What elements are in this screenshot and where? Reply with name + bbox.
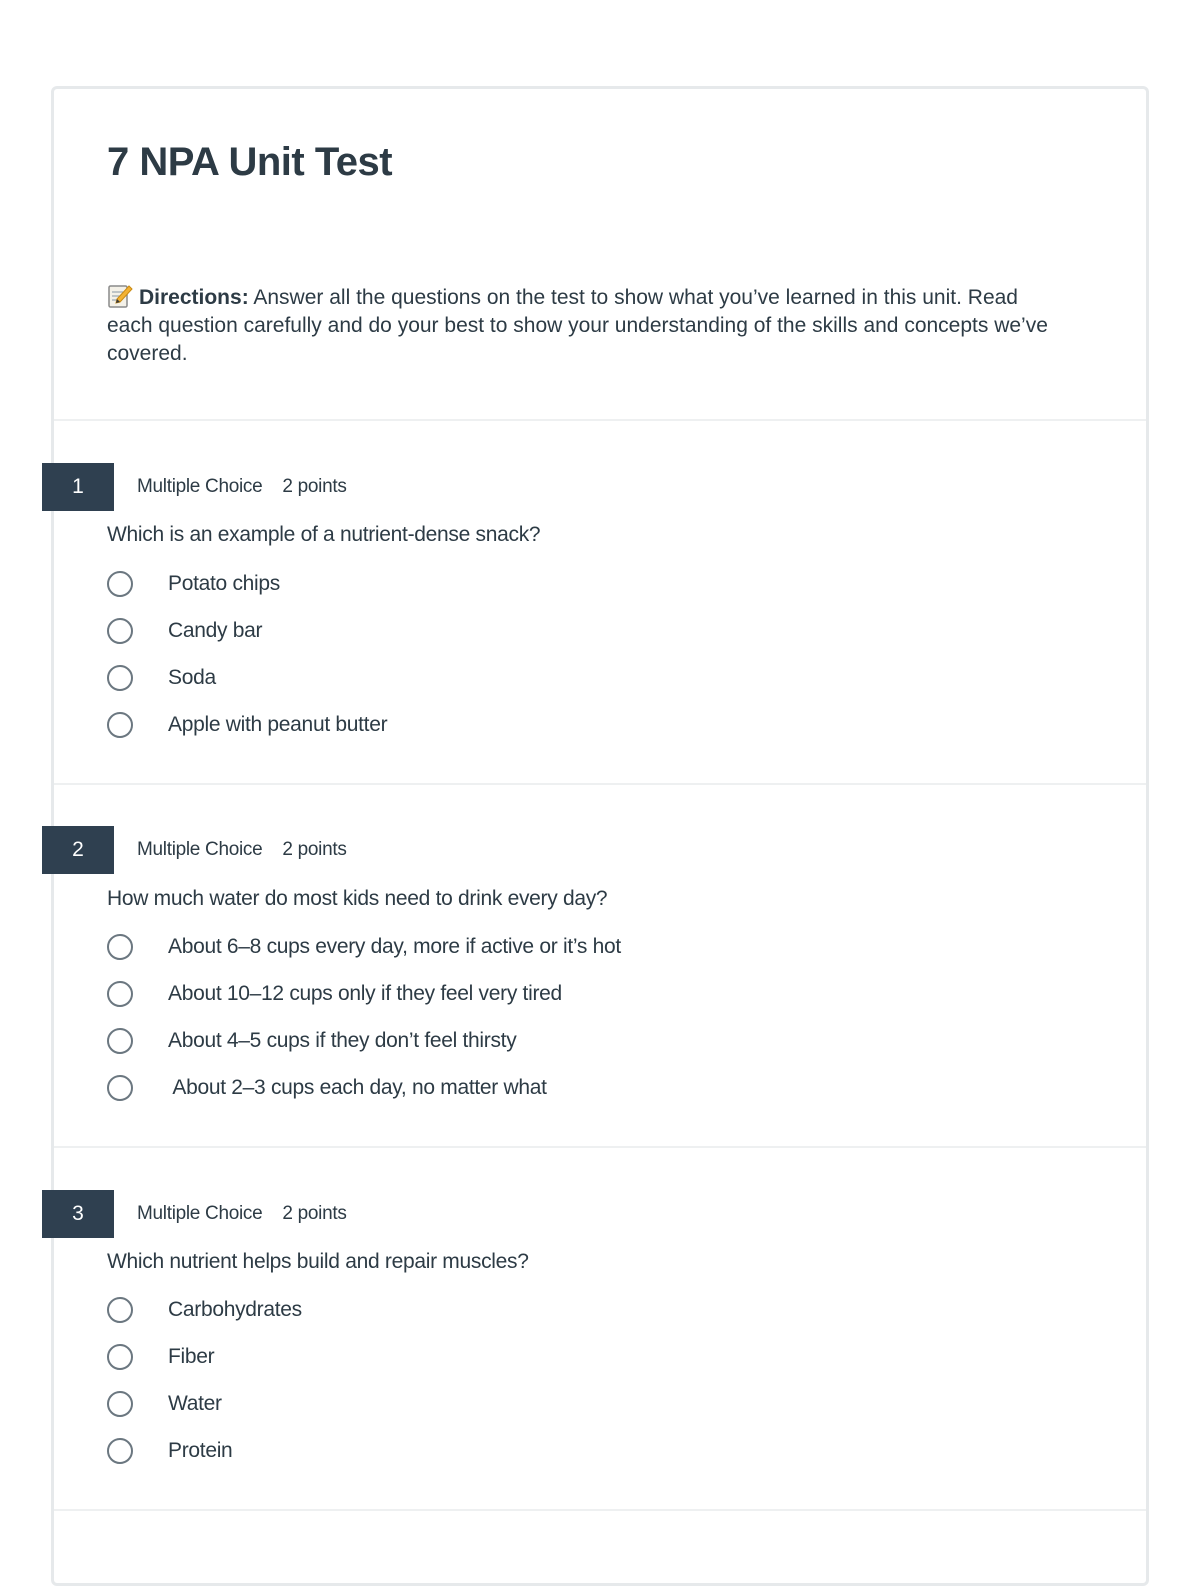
option-label: Potato chips: [168, 572, 280, 595]
option-label: Water: [168, 1392, 222, 1415]
answer-option[interactable]: [107, 568, 280, 600]
answer-option[interactable]: [107, 662, 216, 694]
question-number-badge: 2: [42, 826, 114, 874]
radio-button[interactable]: [107, 1391, 133, 1417]
answer-option[interactable]: [107, 1294, 302, 1326]
option-label: About 6–8 cups every day, more if active or it’s hot: [168, 935, 621, 958]
question-points: 2 points: [282, 476, 347, 497]
section-divider: [54, 1509, 1146, 1511]
page-title: 7 NPA Unit Test: [107, 140, 393, 184]
answer-option[interactable]: [107, 978, 562, 1010]
question-number-badge: 1: [42, 463, 114, 511]
answer-option[interactable]: [107, 1072, 547, 1104]
section-divider: [54, 1146, 1146, 1148]
question-number-badge: 3: [42, 1190, 114, 1238]
question-meta: [137, 476, 347, 498]
answer-option[interactable]: [107, 1435, 232, 1467]
question-type: Multiple Choice: [137, 1203, 263, 1224]
question-prompt: Which is an example of a nutrient-dense snack?: [107, 523, 541, 546]
option-label: Carbohydrates: [168, 1298, 302, 1321]
option-label: Candy bar: [168, 619, 263, 642]
directions-label: Directions:: [139, 286, 249, 309]
radio-button[interactable]: [107, 934, 133, 960]
question-prompt: Which nutrient helps build and repair muscles?: [107, 1250, 529, 1273]
option-label: Protein: [168, 1439, 233, 1462]
question-meta: [137, 1203, 347, 1225]
radio-button[interactable]: [107, 1028, 133, 1054]
answer-option[interactable]: [107, 709, 387, 741]
option-label: About 10–12 cups only if they feel very tired: [168, 982, 562, 1005]
radio-button[interactable]: [107, 1075, 133, 1101]
memo-icon: [107, 284, 133, 308]
question-type: Multiple Choice: [137, 476, 263, 497]
option-label: Fiber: [168, 1345, 215, 1368]
radio-button[interactable]: [107, 1344, 133, 1370]
radio-button[interactable]: [107, 665, 133, 691]
radio-button[interactable]: [107, 712, 133, 738]
radio-button[interactable]: [107, 1438, 133, 1464]
section-divider: [54, 419, 1146, 421]
question-prompt: How much water do most kids need to drink every day?: [107, 887, 608, 910]
answer-option[interactable]: [107, 1025, 516, 1057]
option-label: Apple with peanut butter: [168, 713, 388, 736]
radio-button[interactable]: [107, 1297, 133, 1323]
directions: [107, 284, 1067, 368]
option-label: Soda: [168, 666, 216, 689]
option-label: About 2–3 cups each day, no matter what: [168, 1076, 547, 1099]
answer-option[interactable]: [107, 1341, 214, 1373]
radio-button[interactable]: [107, 571, 133, 597]
radio-button[interactable]: [107, 618, 133, 644]
answer-option[interactable]: [107, 1388, 222, 1420]
option-label: About 4–5 cups if they don’t feel thirsty: [168, 1029, 517, 1052]
answer-option[interactable]: [107, 615, 262, 647]
answer-option[interactable]: [107, 931, 621, 963]
question-points: 2 points: [282, 1203, 347, 1224]
section-divider: [54, 783, 1146, 785]
question-meta: [137, 839, 347, 861]
radio-button[interactable]: [107, 981, 133, 1007]
directions-text: Answer all the questions on the test to show what you’ve learned in this unit. Read each question carefully and do your best to show your understanding of the skills and concepts we’ve covered.: [107, 286, 1048, 365]
question-points: 2 points: [282, 839, 347, 860]
question-type: Multiple Choice: [137, 839, 263, 860]
